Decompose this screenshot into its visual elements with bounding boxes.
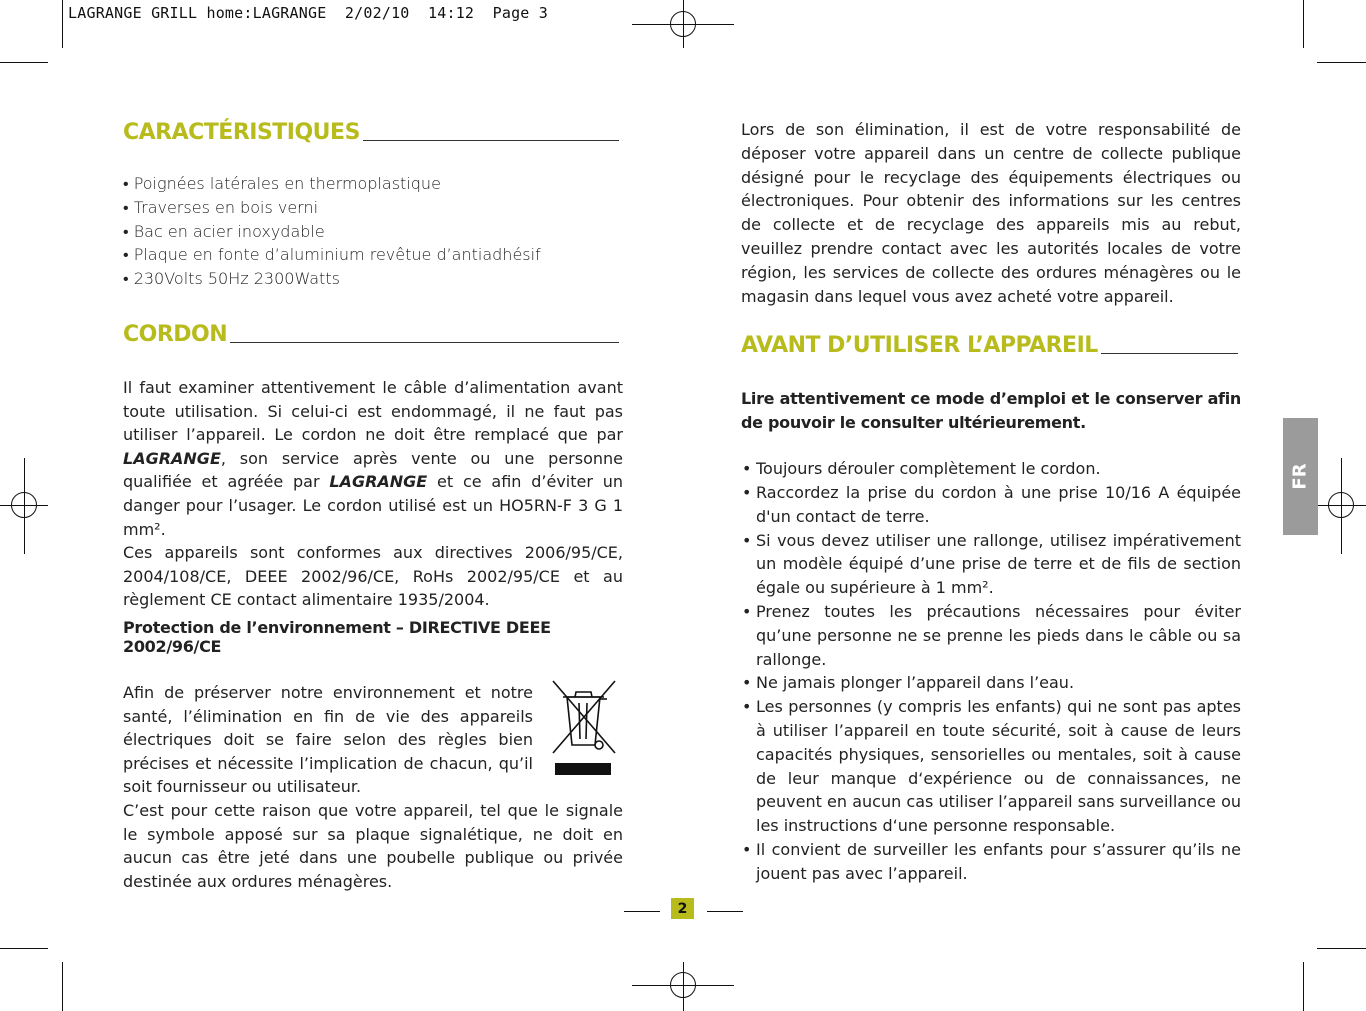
list-item: • Raccordez la prise du cordon à une prise 10/16 A équipée d'un contact de terre. (741, 481, 1241, 529)
environment-paragraph-2: C’est pour cette raison que votre appareil, tel que le signale le symbole apposé sur sa plaque signalétique, ne doit en aucun cas être jeté dans une poubelle publique ou privée destinée aux ordures ménagères. (123, 800, 623, 891)
cordon-title: CORDON (123, 322, 619, 347)
cordon-section (123, 322, 623, 612)
disposal-paragraph: Lors de son élimination, il est de votre responsabilité de déposer votre appareil dans un centre de collecte publique désigné pour le recyclage des équipements électriques ou électroniques. Pour obtenir des informations sur les centres de collecte et de recyclage des appareils mis au rebut, veuillez prendre contact avec les autorités locales de votre région, les services de collecte des ordures ménagères ou le magasin dans lequel vous avez acheté votre appareil. (741, 120, 1241, 306)
crossed-out-wheelie-bin-icon (545, 675, 619, 779)
list-item: • Bac en acier inoxydable (123, 220, 623, 244)
conformity-paragraph: Ces appareils sont conformes aux directives 2006/95/CE, 2004/108/CE, DEEE 2002/96/CE, RoHs 2002/95/CE et au règlement CE contact alimentaire 1935/2004. (123, 543, 623, 610)
list-item: • Ne jamais plonger l’appareil dans l’eau. (741, 671, 1241, 695)
list-item: • Les personnes (y compris les enfants) qui ne sont pas aptes à utiliser l’appareil en toute sécurité, soit à cause de leurs capacités physiques, sensorielles ou mentales, soit à cause de leur manque d‘expérience ou de connaissances, ne peuvent en aucun cas utiliser l’appareil sans surveillance ou les instructions d‘une personne responsable. (741, 695, 1241, 838)
list-item: • 230Volts 50Hz 2300Watts (123, 267, 623, 291)
print-slug: LAGRANGE GRILL home:LAGRANGE 2/02/10 14:12 Page 3 (68, 4, 548, 22)
brand-name: LAGRANGE (329, 472, 428, 492)
disposal-section (741, 118, 1241, 308)
brand-name: LAGRANGE (123, 448, 221, 468)
page-number-rule-left (624, 911, 660, 912)
characteristics-title: CARACTÉRISTIQUES (123, 120, 619, 145)
list-item: • Prenez toutes les précautions nécessaires pour éviter qu’une personne ne se prenne les pieds dans le câble ou sa rallonge. (741, 600, 1241, 671)
before-use-section (741, 333, 1241, 886)
before-use-intro: Lire attentivement ce mode d’emploi et le conserver afin de pouvoir le consulter ultérieurement. (741, 389, 1241, 432)
characteristics-list (123, 172, 623, 291)
list-item: • Toujours dérouler complètement le cordon. (741, 457, 1241, 481)
characteristics-section (123, 120, 623, 291)
environment-paragraph: Afin de préserver notre environnement et notre santé, l’élimination en fin de vie des appareils électriques doit se faire selon des règles bien précises et nécessite l’implication de chacun, qu’il soit fournisseur ou utilisateur. (123, 683, 533, 797)
cordon-paragraph: Il faut examiner attentivement le câble d’alimentation avant toute utilisation. Si celui-ci est endommagé, il ne faut pas utiliser l’appareil. Le cordon ne doit être remplacé que par LAGRANGE, son service après vente ou une personne qualifiée et agréée par LAGRANGE et ce afin d’éviter un danger pour l’usager. Le cordon utilisé est un HO5RN-F 3 G 1 mm². (123, 378, 624, 539)
language-tab: FR (1283, 418, 1318, 535)
list-item: • Poignées latérales en thermoplastique (123, 172, 623, 196)
safety-list (741, 457, 1241, 885)
list-item: • Si vous devez utiliser une rallonge, utilisez impérativement un modèle équipé d’une prise de terre et de fils de section égale ou supérieure à 1 mm². (741, 529, 1241, 600)
page-number: 2 (671, 898, 694, 919)
environment-heading: Protection de l’environnement – DIRECTIVE DEEE 2002/96/CE (123, 618, 551, 656)
list-item: • Traverses en bois verni (123, 196, 623, 220)
list-item: • Plaque en fonte d’aluminium revêtue d’antiadhésif (123, 243, 623, 267)
before-use-title: AVANT D’UTILISER L’APPAREIL (741, 333, 1238, 358)
list-item: • Il convient de surveiller les enfants pour s’assurer qu’ils ne jouent pas avec l’appareil. (741, 838, 1241, 886)
environment-section (123, 618, 623, 893)
page-number-rule-right (707, 911, 743, 912)
